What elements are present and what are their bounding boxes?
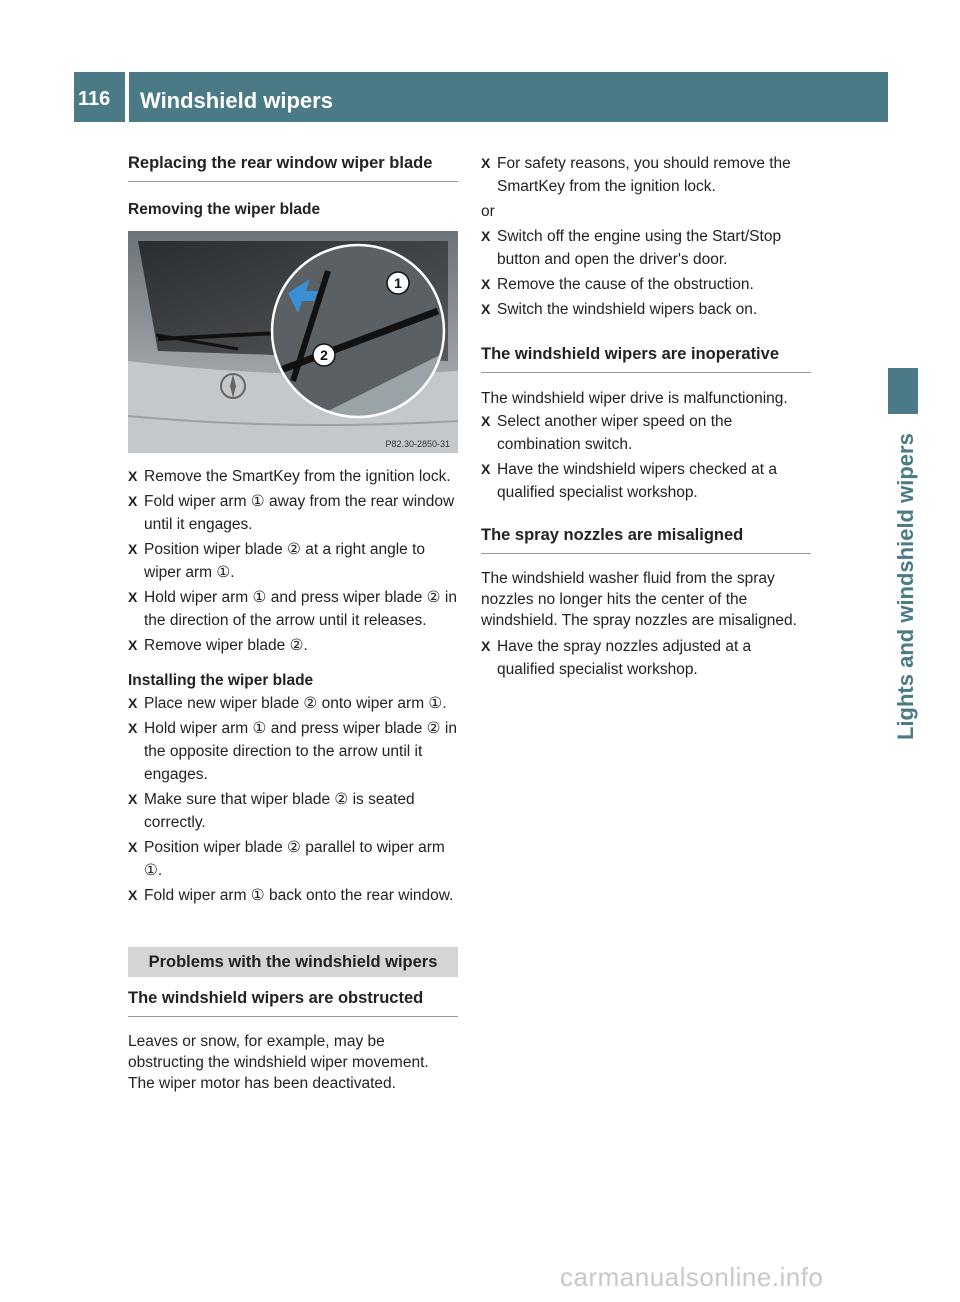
inoperative-steps: [481, 410, 811, 504]
side-tab-label: Lights and windshield wipers: [893, 433, 918, 740]
step-marker-icon: X: [128, 468, 138, 484]
list-item: X Hold wiper arm ① and press wiper blade ② in the opposite direction to the arrow until it engages.: [128, 717, 458, 786]
list-item: X Have the spray nozzles adjusted at a qualified specialist workshop.: [481, 635, 811, 681]
installing-steps: [128, 692, 458, 907]
section-title-inoperative: The windshield wipers are inoperative: [481, 343, 811, 373]
step-marker-icon: X: [481, 276, 491, 292]
step-marker-icon: X: [481, 413, 491, 429]
obstruction-steps-b: [481, 225, 811, 321]
problems-band: Problems with the windshield wipers: [128, 947, 458, 977]
right-column: [481, 152, 811, 683]
list-item: X Have the windshield wipers checked at a qualified specialist workshop.: [481, 458, 811, 504]
misaligned-text: The windshield washer fluid from the spray nozzles no longer hits the center of the windshield. The spray nozzles are misaligned.: [481, 570, 797, 629]
obstruction-steps-a: [481, 152, 811, 198]
step-marker-icon: X: [128, 637, 138, 653]
page-number: 116: [78, 88, 111, 110]
left-column: [128, 152, 458, 1094]
wiper-illustration: [128, 231, 458, 453]
step-marker-icon: X: [128, 887, 138, 903]
step-marker-icon: X: [128, 720, 138, 736]
list-item: X Place new wiper blade ② onto wiper arm ①.: [128, 692, 458, 715]
subheading-removing: Removing the wiper blade: [128, 201, 321, 218]
list-item: X Remove the SmartKey from the ignition lock.: [128, 465, 458, 488]
watermark: carmanualsonline.info: [560, 1262, 824, 1292]
step-marker-icon: X: [481, 461, 491, 477]
list-item: X Remove the cause of the obstruction.: [481, 273, 811, 296]
list-item: X For safety reasons, you should remove the SmartKey from the ignition lock.: [481, 152, 811, 198]
step-marker-icon: X: [128, 839, 138, 855]
step-marker-icon: X: [128, 695, 138, 711]
list-item: X Fold wiper arm ① away from the rear window until it engages.: [128, 490, 458, 536]
side-tab-marker: [888, 368, 918, 414]
step-marker-icon: X: [128, 589, 138, 605]
list-item: X Hold wiper arm ① and press wiper blade ② in the direction of the arrow until it releases.: [128, 586, 458, 632]
step-marker-icon: X: [481, 638, 491, 654]
list-item: X Position wiper blade ② parallel to wiper arm ①.: [128, 836, 458, 882]
figure-callout-2: 2: [320, 347, 328, 363]
list-item: X Fold wiper arm ① back onto the rear window.: [128, 884, 458, 907]
subheading-installing: Installing the wiper blade: [128, 672, 314, 689]
step-marker-icon: X: [128, 791, 138, 807]
list-item: X Make sure that wiper blade ② is seated correctly.: [128, 788, 458, 834]
step-marker-icon: X: [481, 228, 491, 244]
step-marker-icon: X: [128, 493, 138, 509]
list-item: X Position wiper blade ② at a right angle to wiper arm ①.: [128, 538, 458, 584]
removing-steps: [128, 465, 458, 657]
figure-code: P82.30-2850-31: [385, 439, 450, 449]
section-title-replacing: Replacing the rear window wiper blade: [128, 152, 458, 182]
or-text: or: [481, 203, 495, 220]
list-item: X Select another wiper speed on the combination switch.: [481, 410, 811, 456]
step-marker-icon: X: [128, 541, 138, 557]
page-title: Windshield wipers: [140, 88, 333, 113]
section-title-obstructed: The windshield wipers are obstructed: [128, 987, 458, 1017]
list-item: X Switch off the engine using the Start/Stop button and open the driver's door.: [481, 225, 811, 271]
section-title-misaligned: The spray nozzles are misaligned: [481, 524, 811, 554]
step-marker-icon: X: [481, 301, 491, 317]
header-divider: [125, 72, 129, 122]
list-item: X Remove wiper blade ②.: [128, 634, 458, 657]
wiper-figure: [128, 231, 458, 453]
list-item: X Switch the windshield wipers back on.: [481, 298, 811, 321]
step-marker-icon: X: [481, 155, 491, 171]
obstructed-text: Leaves or snow, for example, may be obstructing the windshield wiper movement. The wiper motor has been deactivated.: [128, 1033, 429, 1092]
misaligned-steps: [481, 635, 811, 681]
inoperative-text: The windshield wiper drive is malfunctioning.: [481, 390, 788, 407]
figure-callout-1: 1: [394, 275, 402, 291]
